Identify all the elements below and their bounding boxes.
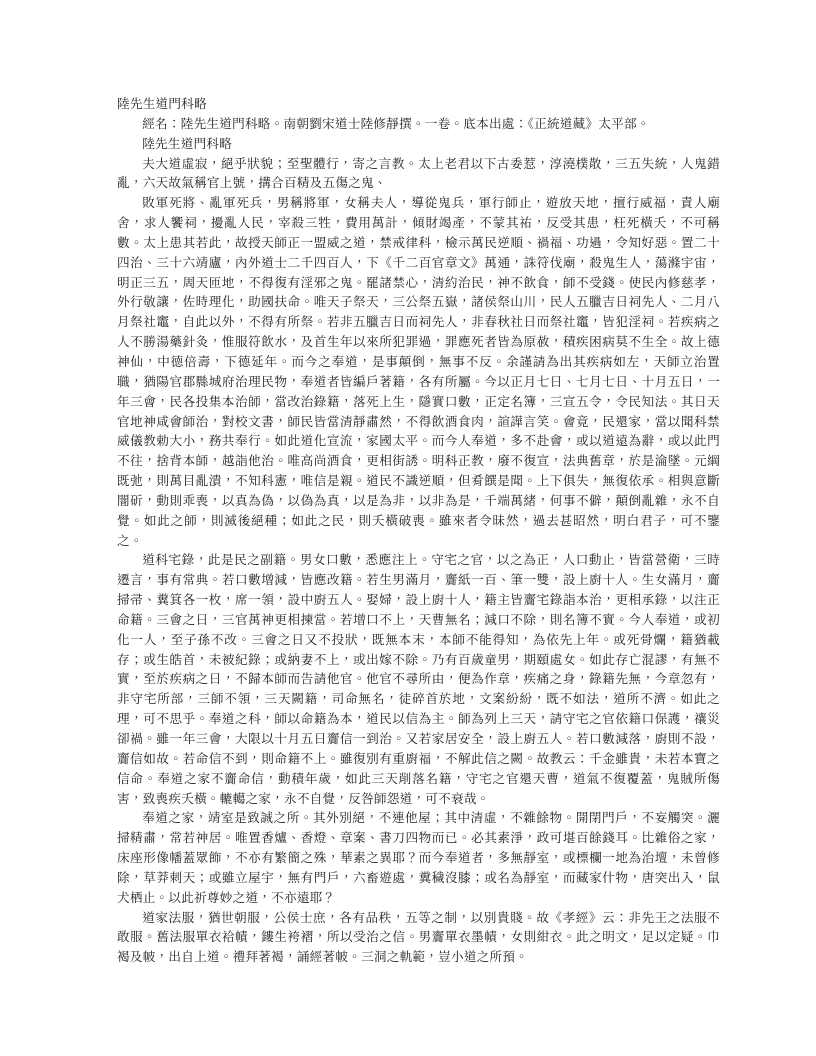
body-paragraph-3: 道科宅錄，此是民之副籍。男女口數，悉應注上。守宅之官，以之為正，人口動止，皆當營衛，三時遷言，事有常典。若口數增減，皆應改籍。若生男滿月，齎紙一百、筆一雙，設上廚十人。生女滿月，齎掃帚、糞箕各一枚，席一領，設中廚五人。娶婦，設上廚十人，籍主皆齎宅錄詣本治，更相承錄，以注正命籍。三會之日，三官萬神更相揀當。若增口不上，天曹無名；減口不除，則名簿不實。今人奉道，或初化一人，至子孫不改。三會之日又不投狀，既無本末，本師不能得知，為依先上年。或死骨爛，籍猶載存；或生皓首，未被紀錄；或納妻不上，或出嫁不除。乃有百歲童男，期頤處女。如此存亡混謬，有無不實，至於疾病之日，不歸本師而告請他官。他官不尋所由，便為作章，疾痛之身，錄籍先無，今章忽有，非守宅所部，三師不領，三天闕籍，司命無名，徒碎首於地，文案紛紛，既不如法，道所不濟。如此之理，可不思乎。奉道之科，師以命籍為本，道民以信為主。師為列上三天，請守宅之官依籍口保護，禳災卻禍。雖一年三會，大限以十月五日齎信一到治。又若家居安全，設上廚五人。若口數減落，廚則不設，齎信如故。若命信不到，則命籍不上。雖復別有重廚福，不解此信之闕。故教云：千金雖貴，未若本寶之信命。奉道之家不齎命信，動積年歲，如此三天削落名籍，守宅之官還天曹，道氣不復覆蓋，鬼賊所傷害，致喪疾夭橫。轆轕之家，永不自覺，反咎師怨道，可不衰哉。 bbox=[117, 552, 720, 806]
document-heading-repeat: 陸先生道門科略 bbox=[142, 135, 233, 151]
body-paragraph-4: 奉道之家，靖室是致誠之所。其外別絕，不連他屋；其中清虛，不雜餘物。開閉門戶，不妄觸突。灑掃精肅，常若神居。唯置香爐、香燈、章案、書刀四物而已。必其素淨，政可堪百餘錢耳。比雜俗之家，床座形像幡蓋眾飾，不亦有繁簡之殊，華素之異耶？而今奉道者，多無靜室，或標欄一地為治壇，未曾修除，草莽刺天；或雖立屋宇，無有門戶，六畜遊處，糞穢沒膝；或名為靜室，而藏家什物，唐突出入，鼠犬栖止。以此祈尊妙之道，不亦遠耶？ bbox=[117, 810, 720, 905]
body-paragraph-5: 道家法服，猶世朝服，公侯士庶，各有品秩，五等之制，以別貴賤。故《孝經》云：非先王之法服不敢服。舊法服單衣袷幘，鏤生袴褶，所以受治之信。男齎單衣墨幘，女則紺衣。此之明文，足以定疑。巾褐及帔，出自上道。禮拜著褐，誦經著帔。三洞之軌範，豈小道之所預。 bbox=[117, 909, 720, 965]
document-title: 陸先生道門科略 bbox=[117, 96, 207, 111]
body-paragraph-1: 夫大道虛寂，絕乎狀貌；至聖體行，寄之言教。太上老君以下古委惹，淳澆樸散，三五失統，人鬼錯亂，六天故氣稱官上號，搆合百精及五傷之鬼、 bbox=[117, 155, 720, 191]
colophon-line: 經名：陸先生道門科略。南朝劉宋道士陸修靜撰。一卷。底本出處：《正統道藏》太平部。 bbox=[142, 115, 650, 131]
document-body bbox=[117, 94, 720, 967]
body-paragraph-2: 敗軍死將、亂軍死兵，男稱將軍，女稱夫人，導從鬼兵，軍行師止，遊放天地，擅行威福，責人廟舍，求人饗祠，擾亂人民，宰殺三牲，費用萬計，傾財竭產，不蒙其祐，反受其患，枉死橫夭，不可稱數。太上患其若此，故授天師正一盟威之道，禁戒律科，檢示萬民逆順、禍福、功過，令知好惡。置二十四治、三十六靖廬，內外道士二千四百人，下《千二百官章文》萬通，誅符伐廟，殺鬼生人，蕩滌宇宙，明正三五，周天匝地，不得復有淫邪之鬼。罷諸禁心，清約治民，神不飲食，師不受錢。使民內修慈孝，外行敬讓，佐時理化，助國扶命。唯天子祭天，三公祭五嶽，諸侯祭山川，民人五臘吉日祠先人、二月八月祭社竈，自此以外，不得有所祭。若非五臘吉日而祠先人，非春秋社日而祭社竈，皆犯淫祠。若疾病之人不勝湯藥針灸，惟服符飲水，及首生年以來所犯罪過，罪應死者皆為原赦，積疾困病莫不生全。故上德神仙，中德倍壽，下德延年。而今之奉道，是事顛倒，無事不反。余謹請為出其疾病如左，天師立治置職，猶陽官郡縣城府治理民物，奉道者皆編戶著籍，各有所屬。今以正月七日、七月七日、十月五日，一年三會，民各投集本治師，當改治錄籍，落死上生，隱實口數，正定名簿，三宣五令，令民知法。其日天官地神咸會師治，對校文書，師民皆當清靜肅然，不得飲酒食肉，諠譁言笑。會竟，民還家，當以聞科禁威儀教勅大小，務共奉行。如此道化宣流，家國太平。而今人奉道，多不赴會，或以道遠為辭，或以此門不往，捨背本師，越詣他治。唯高尚酒食，更相街誘。明科正教，廢不復宣，法典舊章，於是淪墜。元綱既弛，則萬目亂潰，不知科憲，唯信是親。道民不識逆順，但肴饌是聞。上下俱失，無復依承。相與意斷闇斫，動則乖喪，以真為偽，以偽為真，以是為非，以非為是，千端萬緒，何事不僻，顛倒亂雜，永不自覺。如此之師，則滅後絕種；如此之民，則夭橫破喪。雖來者令昧然，過去甚昭然，明白君子，可不鑒之。 bbox=[117, 195, 720, 548]
